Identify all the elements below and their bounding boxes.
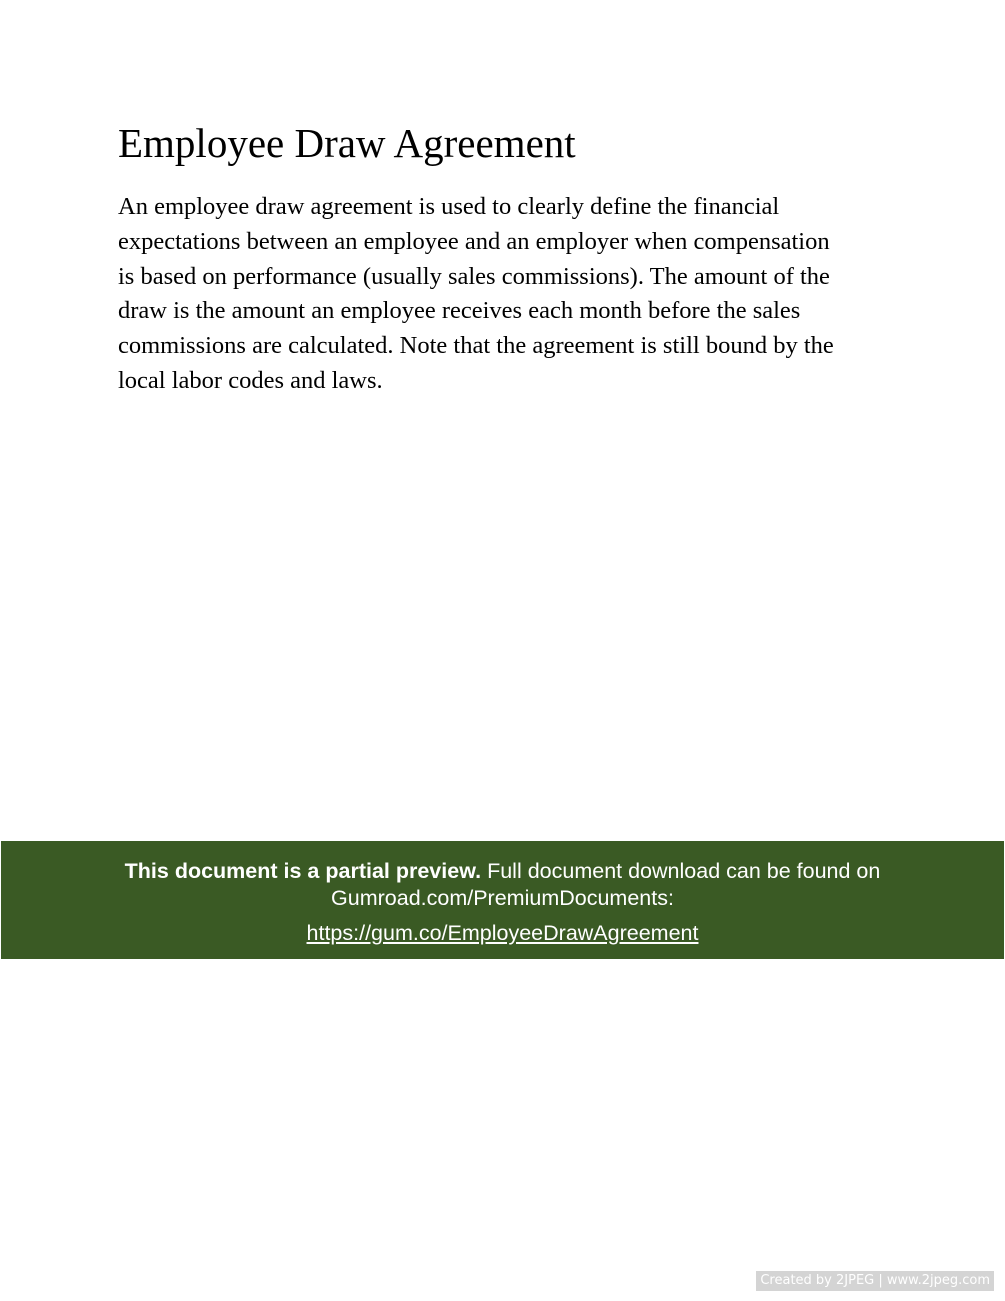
document-intro-paragraph	[118, 190, 908, 399]
document-title: Employee Draw Agreement	[118, 120, 576, 166]
body-line: is based on performance (usually sales commissions). The amount of the	[118, 262, 830, 290]
partial-preview-banner	[1, 841, 1004, 959]
body-line: An employee draw agreement is used to clearly define the financial	[118, 193, 780, 220]
download-link[interactable]: https://gum.co/EmployeeDrawAgreement	[306, 921, 699, 945]
body-line: local labor codes and laws.	[118, 366, 383, 394]
body-line: draw is the amount an employee receives each month before the sales	[118, 297, 801, 325]
banner-gumroad-text: Gumroad.com/PremiumDocuments:	[331, 886, 674, 910]
watermark-label: Created by 2JPEG | www.2jpeg.com	[756, 1271, 994, 1291]
body-line: commissions are calculated. Note that the agreement is still bound by the	[118, 332, 834, 360]
banner-bold-text: This document is a partial preview.	[124, 859, 482, 883]
body-line: expectations between an employee and an employer when compensation	[118, 227, 830, 255]
banner-text: Full document download can be found on	[487, 859, 881, 883]
banner-message	[1, 857, 1004, 885]
